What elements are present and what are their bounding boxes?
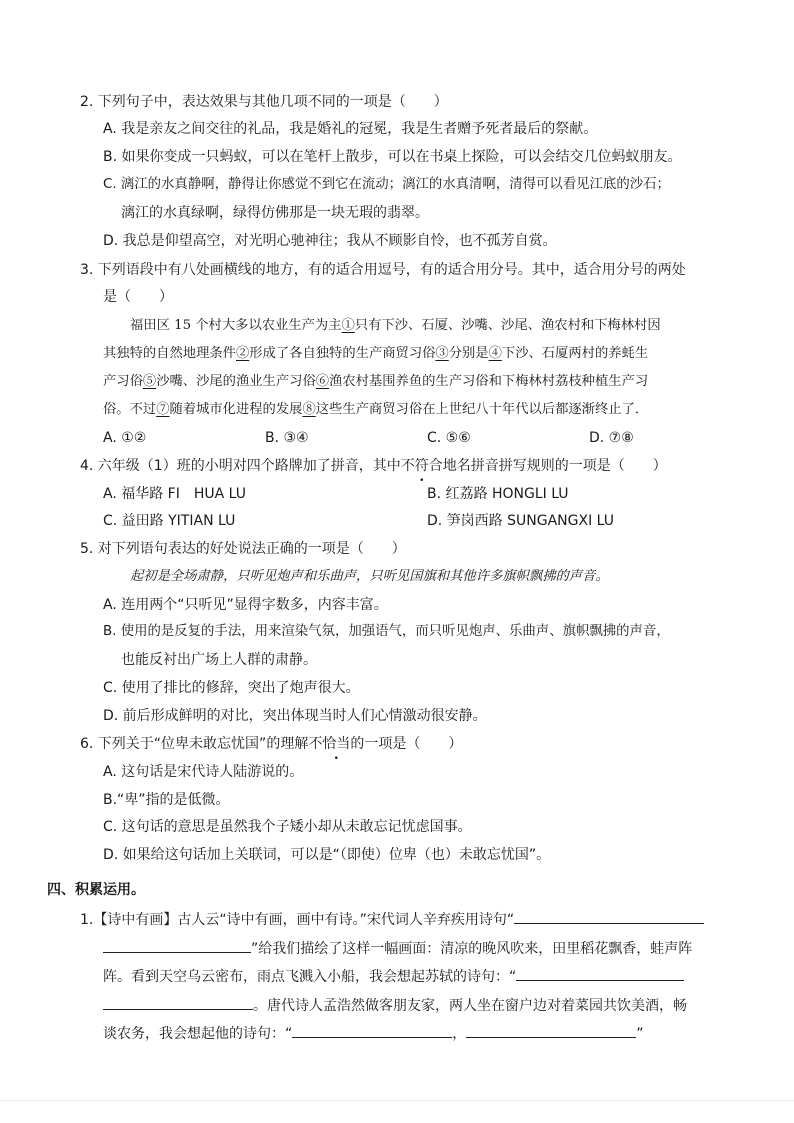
q2-option-c-line1: C. 漓江的水真静啊，静得让你感觉不到它在流动；漓江的水真清啊，清得可以看见江底的沙石； xyxy=(103,177,670,192)
s4-text: 谈农务，我会想起他的诗句：“ xyxy=(103,1026,293,1042)
answer-blank[interactable] xyxy=(103,995,253,1010)
q4-option-b: B. 红荔路 HONGLI LU xyxy=(427,486,569,502)
q6-option-d: D. 如果给这句话加上关联词，可以是“（即使）位卑（也）未敢忘忧国”。 xyxy=(103,847,551,863)
q5-option-b-line2: 也能反衬出广场上人群的肃静。 xyxy=(121,652,317,668)
q3-passage-text: 分别是 xyxy=(448,346,489,361)
s4-text: 阵。看到天空乌云密布，雨点飞溅入小船，我会想起苏轼的诗句：“ xyxy=(103,969,517,985)
q2-option-c-line2: 漓江的水真绿啊，绿得仿佛那是一块无瑕的翡翠。 xyxy=(121,205,429,221)
q4-stem xyxy=(80,456,667,476)
q3-passage-line4 xyxy=(103,400,648,420)
q3-option-b: B. ③④ xyxy=(265,430,309,446)
q3-blank-6: ⑥ xyxy=(315,374,330,389)
q3-passage-text: 俗。不过 xyxy=(103,402,157,417)
q2-stem: 2. 下列句子中，表达效果与其他几项不同的一项是（ ） xyxy=(80,94,448,110)
q2-option-d: D. 我总是仰望高空，对光明心驰神往；我从不顾影自怜，也不孤芳自赏。 xyxy=(103,233,557,249)
q3-passage-text: 渔农村基围养鱼的生产习俗和下梅林村荔枝种植生产习 xyxy=(329,374,649,389)
s4-line2 xyxy=(103,938,692,959)
q3-option-c: C. ⑤⑥ xyxy=(427,430,471,446)
s4-line3 xyxy=(103,966,684,987)
q3-blank-8: ⑧ xyxy=(302,402,316,417)
q3-passage-text: 形成了各自独特的生产商贸习俗 xyxy=(249,346,436,361)
q6-option-b: B.“卑”指的是低微。 xyxy=(103,792,230,808)
q3-passage-text: 其独特的自然地理条件 xyxy=(103,346,236,361)
section-4-title: 四、积累运用。 xyxy=(47,882,145,898)
q3-passage-text: 只有下沙、石厦、沙嘴、沙尾、渔农村和下梅林村因 xyxy=(354,318,661,333)
answer-blank[interactable] xyxy=(516,966,684,981)
q3-blank-1: ① xyxy=(341,318,355,333)
q4-stem-text: 4. 六年级（1）班的小明对四个路牌加了拼音，其中不 xyxy=(80,458,415,474)
s4-text: ”给我们描绘了这样一幅画面：清凉的晚风吹来，田里稻花飘香，蛙声阵 xyxy=(251,941,693,957)
q3-passage-text: 产习俗 xyxy=(103,374,143,389)
q3-blank-5: ⑤ xyxy=(142,374,157,389)
s4-text: 。唐代诗人孟浩然做客朋友家，两人坐在窗户边对着菜园共饮美酒，畅 xyxy=(253,998,687,1014)
q4-stem-text: 合地名拼音拼写规则的一项是（ ） xyxy=(428,458,667,474)
q3-passage-line3 xyxy=(103,372,648,392)
s4-line4 xyxy=(103,995,687,1016)
q3-stem-line1: 3. 下列语段中有八处画横线的地方，有的适合用逗号，有的适合用分号。其中，适合用分号的两处 xyxy=(80,262,686,278)
q3-passage-text: 福田区 15 个村大多以农业生产为主 xyxy=(130,318,342,333)
q6-stem-text: 6. 下列关于“位卑未敢忘忧国”的理解不 xyxy=(80,736,323,752)
q3-passage-text: 沙嘴、沙尾的渔业生产习俗 xyxy=(156,374,316,389)
q4-stem-emphasis: 符 xyxy=(414,458,429,474)
s4-text: ” xyxy=(636,1026,644,1042)
q3-option-a: A. ①② xyxy=(103,430,147,446)
answer-blank[interactable] xyxy=(103,938,251,953)
q6-stem-emphasis: 恰当 xyxy=(322,736,351,752)
q3-blank-7: ⑦ xyxy=(156,402,170,417)
q3-passage-text: 下沙、石厦两村的养蚝生 xyxy=(501,346,649,361)
answer-blank[interactable] xyxy=(466,1023,636,1038)
q6-option-a: A. 这句话是宋代诗人陆游说的。 xyxy=(103,764,304,780)
q3-option-d: D. ⑦⑧ xyxy=(589,430,634,446)
s4-line5 xyxy=(103,1023,644,1044)
q5-option-c: C. 使用了排比的修辞，突出了炮声很大。 xyxy=(103,680,360,696)
s4-text: ， xyxy=(452,1026,467,1042)
page-bottom-divider xyxy=(0,1100,794,1101)
q3-passage-text: 随着城市化进程的发展 xyxy=(169,402,303,417)
q4-option-a: A. 福华路 FI HUA LU xyxy=(103,486,247,502)
q2-option-a: A. 我是亲友之间交往的礼品，我是婚礼的冠冕，我是生者赠予死者最后的祭献。 xyxy=(103,121,598,137)
q2-option-b: B. 如果你变成一只蚂蚁，可以在笔杆上散步，可以在书桌上探险，可以会结交几位蚂蚁朋友。 xyxy=(103,149,682,165)
q5-quote: 起初是全场肃静，只听见炮声和乐曲声，只听见国旗和其他许多旗帜飘拂的声音。 xyxy=(130,569,609,584)
q3-passage-line1 xyxy=(130,316,661,336)
q5-option-a: A. 连用两个“只听见”显得字数多，内容丰富。 xyxy=(103,597,388,613)
q3-passage-text: 这些生产商贸习俗在上世纪八十年代以后都逐渐终止了． xyxy=(315,402,649,417)
q3-blank-4: ④ xyxy=(488,346,502,361)
q3-blank-2: ② xyxy=(235,346,250,361)
q3-passage-line2 xyxy=(103,344,648,364)
q6-stem xyxy=(80,734,462,754)
answer-blank[interactable] xyxy=(514,909,704,924)
q5-stem: 5. 对下列语句表达的好处说法正确的一项是（ ） xyxy=(80,541,406,557)
q6-stem-text: 的一项是（ ） xyxy=(350,736,463,752)
q4-option-d: D. 笋岗西路 SUNGANGXI LU xyxy=(427,513,615,529)
q5-option-d: D. 前后形成鲜明的对比，突出体现当时人们心情激动很安静。 xyxy=(103,708,487,724)
q6-option-c: C. 这句话的意思是虽然我个子矮小却从未敢忘记忧虑国事。 xyxy=(103,819,472,835)
s4-line1 xyxy=(80,909,704,930)
q5-option-b-line1: B. 使用的是反复的手法，用来渲染气氛，加强语气，而只听见炮声、乐曲声、旗帜飘拂的声音， xyxy=(103,624,670,639)
q3-stem-line2: 是（ ） xyxy=(103,289,173,305)
q3-blank-3: ③ xyxy=(435,346,449,361)
s4-text: 1.【诗中有画】古人云“诗中有画，画中有诗。”宋代词人辛弃疾用诗句“ xyxy=(80,912,515,928)
q4-option-c: C. 益田路 YITIAN LU xyxy=(103,513,236,529)
answer-blank[interactable] xyxy=(292,1023,452,1038)
